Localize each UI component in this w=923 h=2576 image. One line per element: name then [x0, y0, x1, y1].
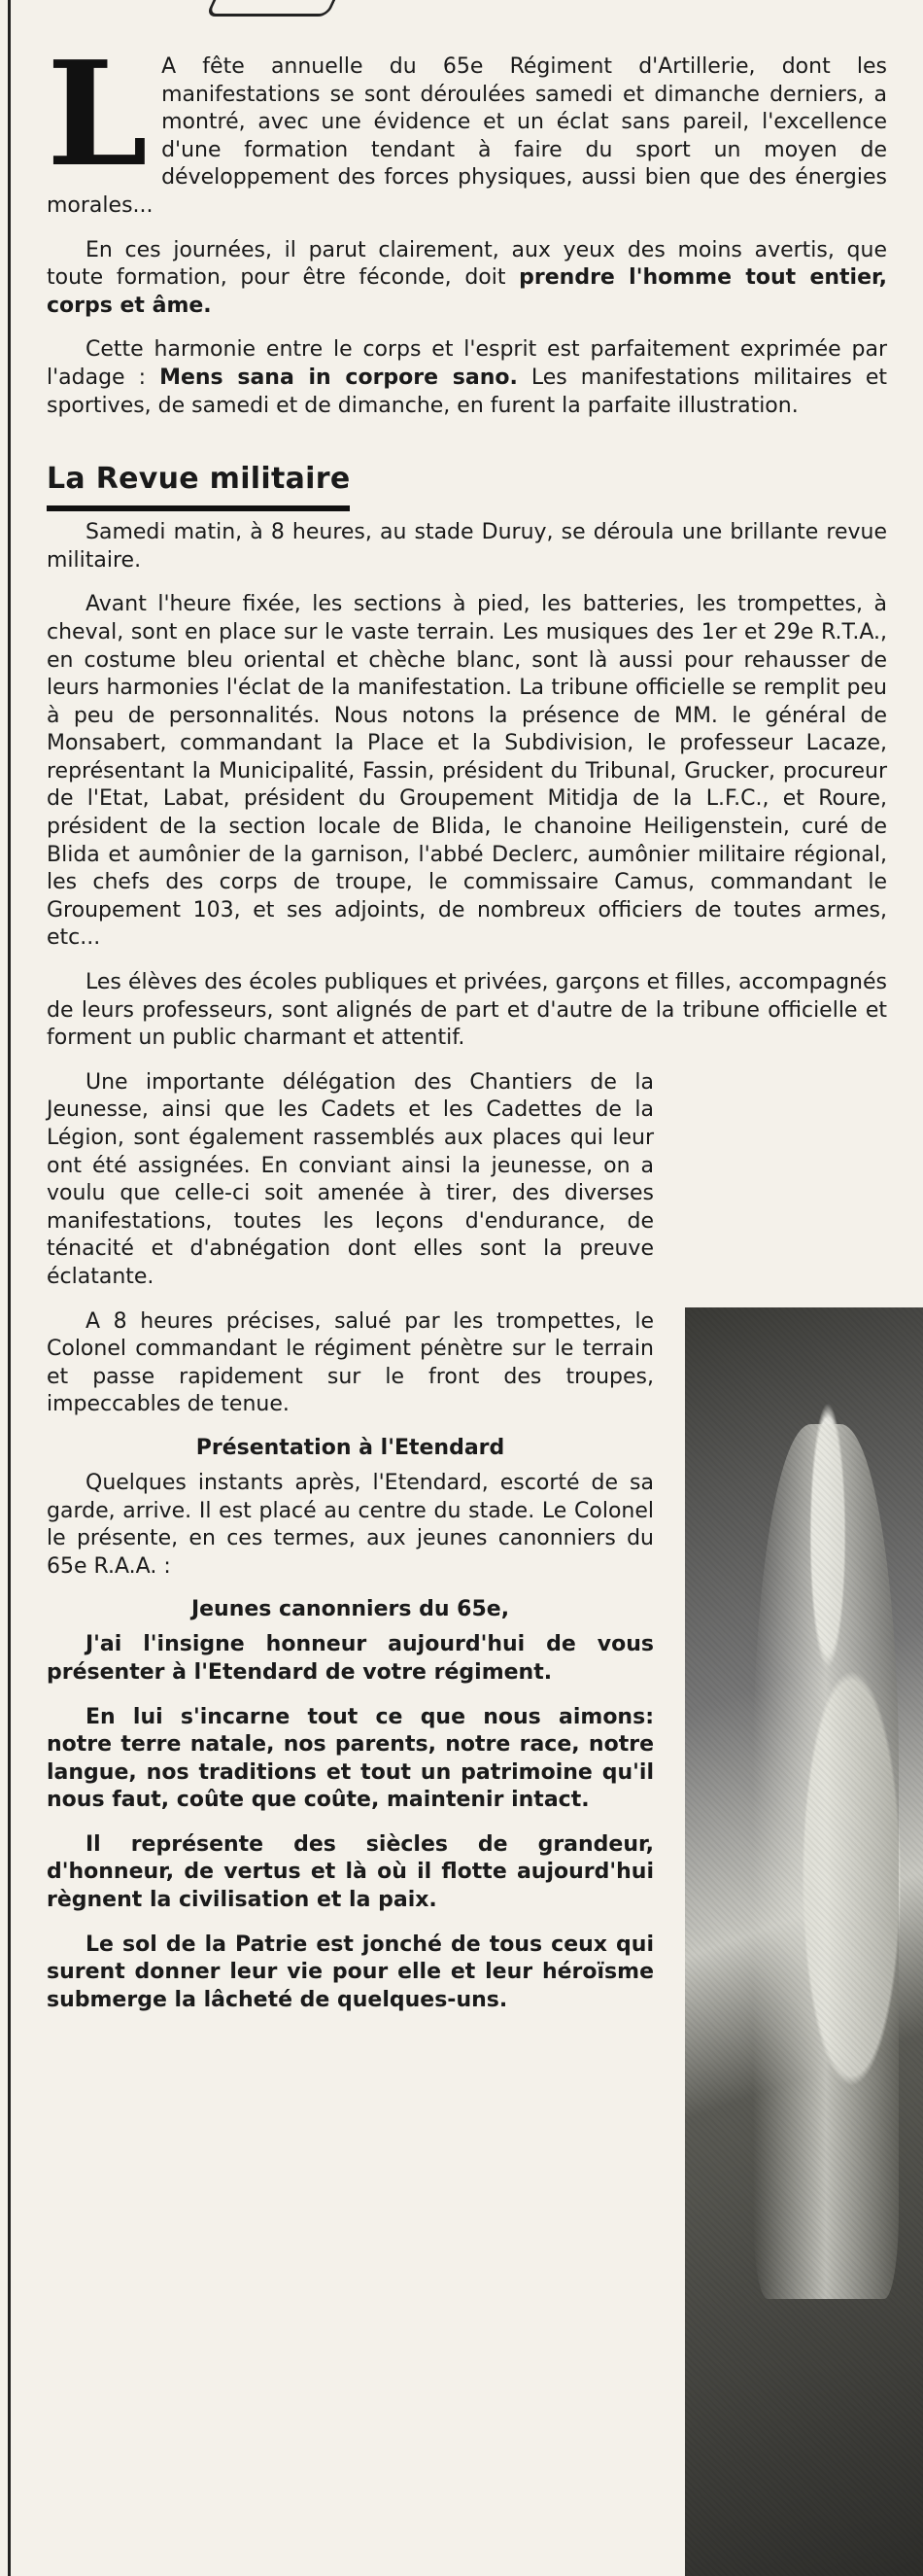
emphasis-text: prendre l'homme tout entier, corps et âme.: [47, 265, 887, 318]
intro-paragraph: [47, 29, 887, 221]
paragraph-personalities: Avant l'heure fixée, les sections à pied, les batteries, les trompettes, à cheval, sont en place sur le vaste terrain. Les musiques des 1er et 29e R.T.A., en costume bleu oriental et chèche blanc, sont là aussi pour rehausser de leurs harmonies l'éclat de la manifestation. La tribune officielle se remplit peu à peu de personnalités. Nous notons la présence de MM. le général de Monsabert, commandant la Place et la Subdivision, le professeur Lacaze, représentant la Municipalité, Fassin, président du Tribunal, Grucker, procureur de l'Etat, Labat, président du Groupement Mitidja de la L.F.C., et Roure, président de la section locale de Blida, le chanoine Heiligenstein, curé de Blida et aumônier de la garnison, l'abbé Declerc, aumônier militaire régional, les chefs des corps de troupe, le commissaire Camus, commandant le Groupement 103, et ses adjoints, de nombreux officiers de toutes armes, etc...: [47, 592, 887, 951]
paragraph-text: Les manifestations militaires et sportives, de samedi et de dimanche, en furent la parfaite illustration.: [47, 365, 887, 418]
subheading-etendard: Présentation à l'Etendard: [195, 1435, 505, 1460]
speech-paragraph: Il représente des siècles de grandeur, d'honneur, de vertus et là où il flotte aujourd'hui règnent la civilisation et la paix.: [47, 1831, 654, 1913]
intro-text: A fête annuelle du 65e Régiment d'Artillerie, dont les manifestations se sont déroulées samedi et dimanche derniers, a montré, avec une évidence et un éclat sans pareil, l'excellence d'une formation tendant à faire du sport un moyen de développement des forces physiques, aussi bien que des énergies morales...: [47, 54, 887, 218]
paragraph-text: Cette harmonie entre le corps et l'esprit est parfaitement exprimée par l'adage :: [47, 337, 887, 390]
speech-paragraph: En lui s'incarne tout ce que nous aimons: notre terre natale, nos parents, notre race, notre langue, nos traditions et tout un patrimoine qu'il nous faut, coûte que coûte, maintenir intact.: [47, 1704, 654, 1813]
speech-heading: Jeunes canonniers du 65e,: [190, 1597, 510, 1622]
column-rule: [8, 0, 11, 2576]
halftone-photograph: [685, 1307, 923, 2576]
decorative-ornament: [205, 0, 344, 17]
paragraph-formation: [47, 237, 887, 321]
paragraph-schools: Les élèves des écoles publiques et privées, garçons et filles, accompagnés de leurs professeurs, sont alignés de part et d'autre de la tribune officielle et forment un public charmant et attentif.: [47, 970, 887, 1051]
section-heading-revue: La Revue militaire: [47, 462, 350, 511]
paragraph-chantiers: Une importante délégation des Chantiers de la Jeunesse, ainsi que les Cadets et les Cadettes de la Légion, sont également rassemblés aux places qui leur ont été assignées. En conviant ainsi la jeunesse, on a voulu que celle-ci soit amenée à tirer, des diverses manifestations, toutes les leçons d'endurance, de ténacité et d'abnégation dont elles sont la preuve éclatante.: [47, 1069, 654, 1289]
paragraph-colonel: A 8 heures précises, salué par les trompettes, le Colonel commandant le régiment pénètre sur le terrain et passe rapidement sur le front des troupes, impeccables de tenue.: [47, 1308, 654, 1417]
adage-text: Mens sana in corpore sano.: [159, 365, 518, 390]
speech-paragraph: Le sol de la Patrie est jonché de tous ceux qui surent donner leur vie pour elle et leur héroïsme submerge la lâcheté de quelques-uns.: [47, 1932, 654, 2012]
speech-paragraph: J'ai l'insigne honneur aujourd'hui de vous présenter à l'Etendard de votre régiment.: [47, 1632, 654, 1685]
paragraph-harmony: [47, 336, 887, 420]
drop-cap: L: [47, 29, 149, 198]
paragraph-revue-intro: Samedi matin, à 8 heures, au stade Duruy, se déroula une brillante revue militaire.: [47, 520, 887, 573]
paragraph-etendard: Quelques instants après, l'Etendard, escorté de sa garde, arrive. Il est placé au centre du stade. Le Colonel le présente, en ces termes, aux jeunes canonniers du 65e R.A.A. :: [47, 1470, 654, 1579]
paragraph-text: En ces journées, il parut clairement, aux yeux des moins avertis, que toute formation, pour être féconde, doit: [47, 237, 887, 291]
